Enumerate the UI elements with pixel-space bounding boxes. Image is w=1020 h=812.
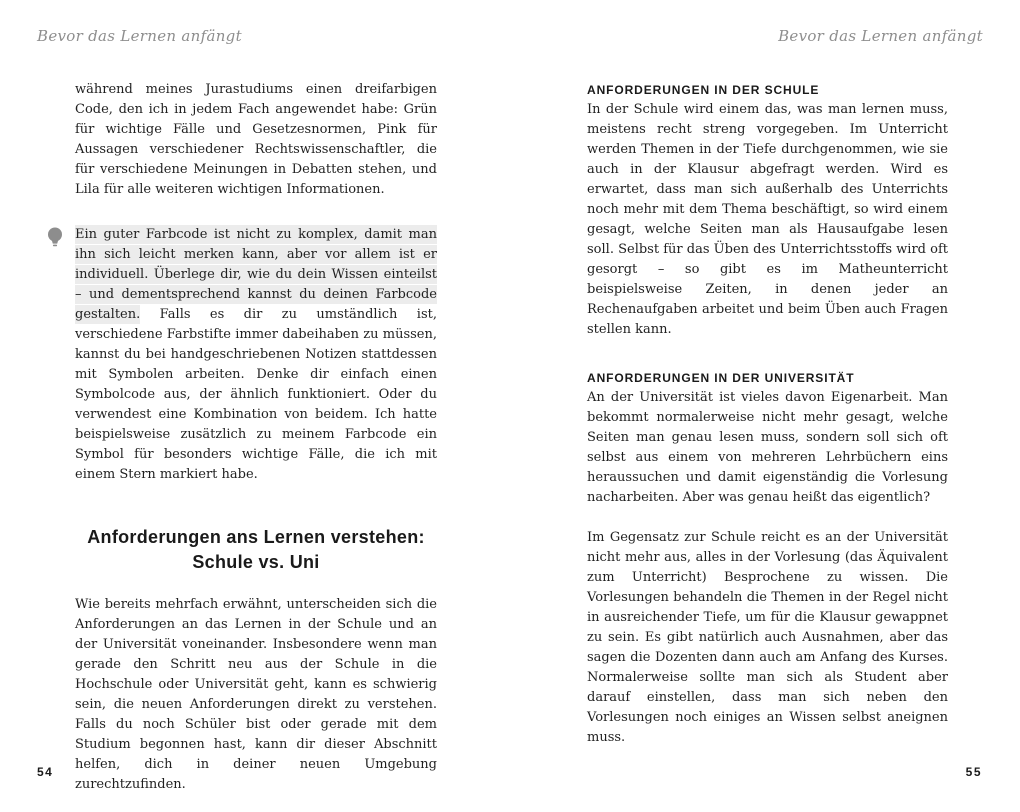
tip-paragraph: [75, 225, 437, 485]
section-schule: [587, 80, 948, 340]
chapter-heading: [75, 525, 437, 575]
left-page-column: [75, 80, 437, 795]
lightbulb-icon: [47, 226, 63, 250]
highlighted-text: Ein guter Farbcode ist nicht zu komplex, damit man ihn sich leicht merken kann, aber vor allem ist er individuell. Überlege dir, wie du dein Wissen einteilst – und dementsprechend kannst du deinen Farbcode gestalten.: [75, 227, 437, 322]
tip-text: Falls es dir zu umständlich ist, verschiedene Farbstifte immer dabeihaben zu müssen, kannst du bei handgeschriebenen Notizen stattdessen mit Symbolen arbeiten. Denke dir einfach einen Symbolcode aus, der ähnlich funktioniert. Oder du verwendest eine Kombination von beidem. Ich hatte beispielsweise zusätzlich zu meinem Farbcode ein Symbol für besonders wichtige Fälle, die ich mit einem Stern markiert habe.: [75, 307, 437, 482]
subsection-heading-schule: ANFORDERUNGEN IN DER SCHULE: [587, 83, 820, 97]
page-number-left: 54: [37, 765, 54, 779]
right-page-column: [587, 80, 948, 748]
subsection-heading-universitaet: ANFORDERUNGEN IN DER UNIVERSITÄT: [587, 371, 855, 385]
section-universitaet: [587, 368, 948, 748]
tip-block: [75, 225, 437, 485]
page-number-right: 55: [965, 765, 982, 779]
running-head-left: Bevor das Lernen anfängt: [37, 27, 242, 45]
paragraph-overview: Wie bereits mehrfach erwähnt, unterscheiden sich die Anforderungen an das Lernen in der Schule und an der Universität voneinander. Insbesondere wenn man gerade den Schritt neu aus der Schule in die Hochschule oder Universität geht, kann es schwierig sein, die neuen Anforderungen direkt zu verstehen. Falls du noch Schüler bist oder gerade mit dem Studium begonnen hast, kann dir dieser Abschnitt helfen, dich in deiner neuen Umgebung zurechtzufinden.: [75, 597, 437, 792]
paragraph-schule: In der Schule wird einem das, was man lernen muss, meistens recht streng vorgegeben. Im Unterricht werden Themen in der Tiefe durchgenommen, wie sie auch in der Klausur abgefragt werden. Wird es erwartet, dass man sich außerhalb des Unterrichts noch mehr mit dem Thema beschäftigt, so wird einem gesagt, welche Seiten man als Hausaufgabe lesen soll. Selbst für das Üben des Unterrichtsstoffs wird oft gesorgt – so gibt es im Matheunterricht beispielsweise Zeiten, in denen jeder an Rechenaufgaben arbeitet und beim Üben auch Fragen stellen kann.: [587, 102, 948, 337]
paragraph-universitaet-1: An der Universität ist vieles davon Eigenarbeit. Man bekommt normalerweise nicht mehr gesagt, welche Seiten man genau lesen muss, sondern soll sich oft selbst aus einem von mehreren Lehrbüchern eins heraussuchen und damit eigenständig die Vorlesung nacharbeiten. Aber was genau heißt das eigentlich?: [587, 390, 948, 505]
running-head-right: Bevor das Lernen anfängt: [778, 27, 983, 45]
chapter-heading-line1: Anforderungen ans Lernen verstehen:: [87, 527, 425, 547]
paragraph-universitaet-2: Im Gegensatz zur Schule reicht es an der Universität nicht mehr aus, alles in der Vorlesung (das Äquivalent zum Unterricht) Besprochene zu wissen. Die Vorlesungen behandeln die Themen in der Regel nicht in ausreichender Tiefe, um für die Klausur gewappnet zu sein. Es gibt natürlich auch Ausnahmen, aber das sagen die Dozenten dann auch am Anfang des Kurses. Normalerweise sollte man sich als Student aber darauf einstellen, dass man sich neben den Vorlesungen noch einiges an Wissen selbst aneignen muss.: [587, 530, 948, 745]
paragraph-intro: während meines Jurastudiums einen dreifarbigen Code, den ich in jedem Fach angewendet habe: Grün für wichtige Fälle und Gesetzesnormen, Pink für Aussagen verschiedener Rechtswissenschaftler, die für verschiedene Meinungen in Debatten stehen, und Lila für alle weiteren wichtigen Informationen.: [75, 82, 437, 197]
chapter-heading-line2: Schule vs. Uni: [192, 552, 320, 572]
